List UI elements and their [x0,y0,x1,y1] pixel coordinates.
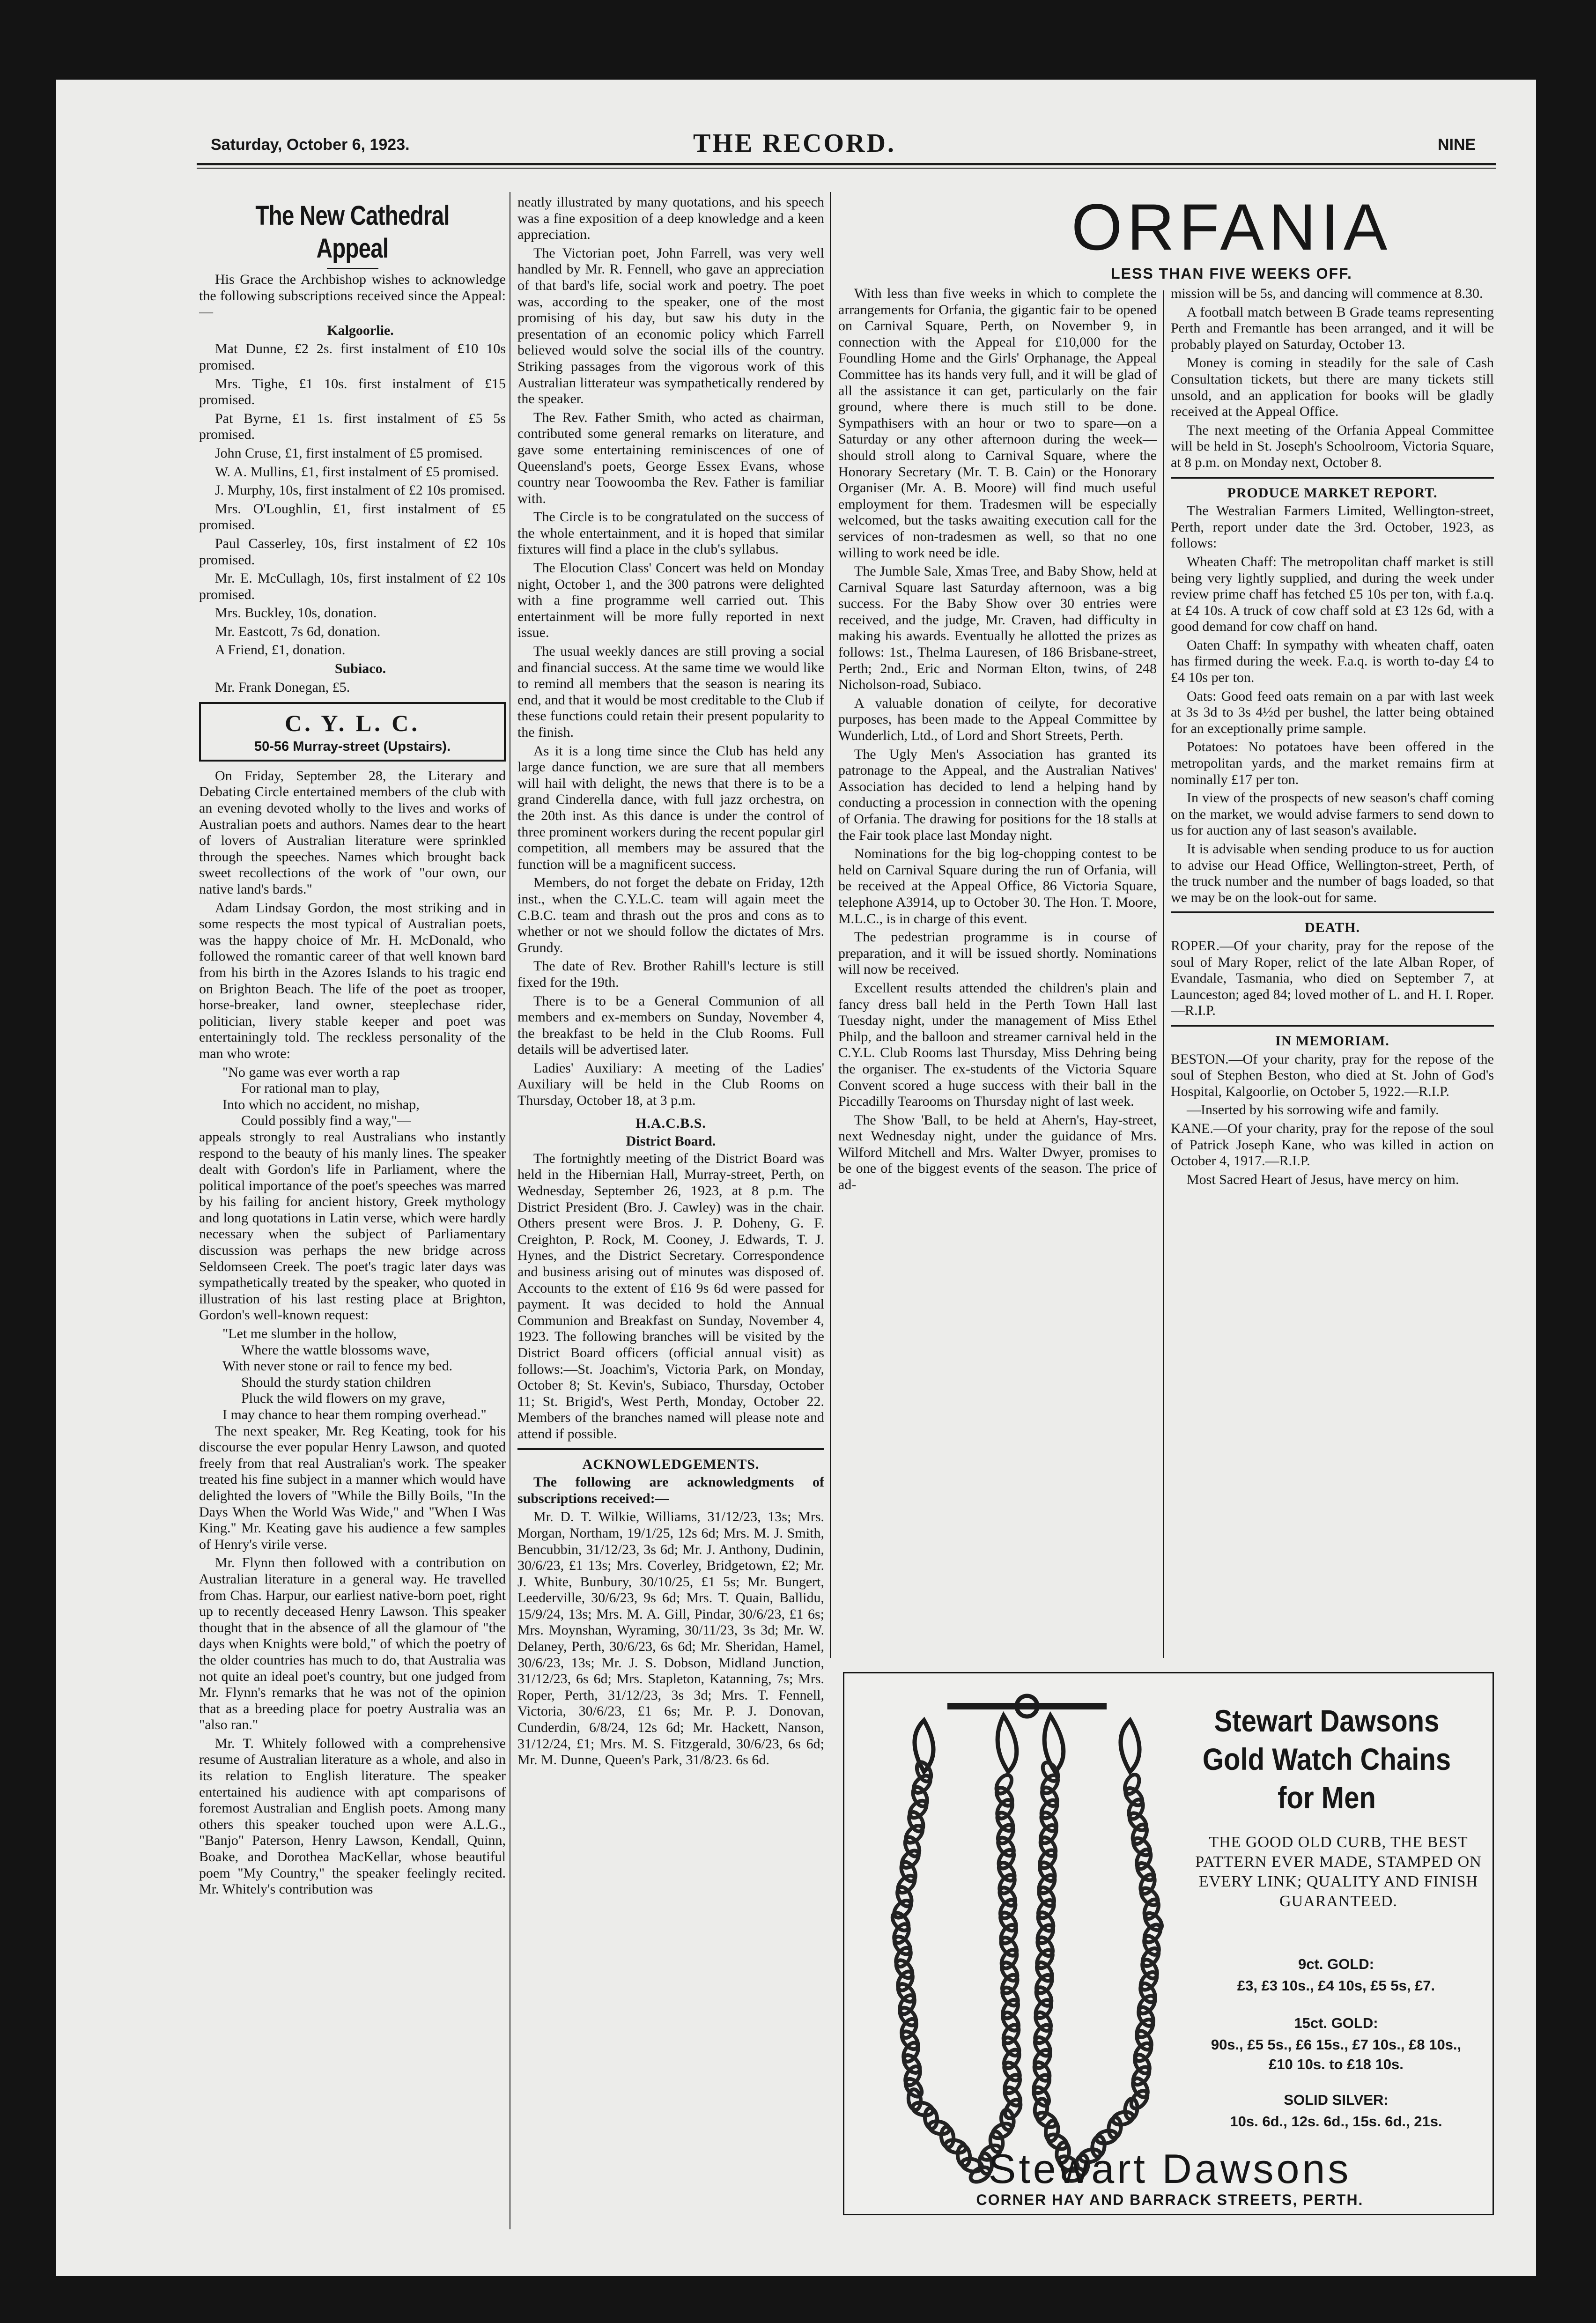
section-divider [1171,911,1494,913]
hacbs-body: The fortnightly meeting of the District Board was held in the Hibernian Hall, Murray-street, Perth, on Wednesday, September 26, 1923, at 8 p.m. The District President (Bro. J. Cawley) was in the chair. Others present were Bros. J. P. Doheny, G. F. Creighton, P. Rock, M. Cooney, J. Edwards, T. J. Hynes, and the District Secretary. Correspondence and business arising out of minutes was disposed of. Accounts to the extent of £16 9s 6d were passed for payment. It was decided to hold the Annual Communion and Breakfast on Sunday, November 4, 1923. The following branches will be visited by the District Board officers (official annual visit) as follows:—St. Joachim's, Victoria Park, on Monday, October 8; St. Kevin's, Subiaco, Thursday, October 11; St. Brigid's, West Perth, Monday, October 22. Members of the branches named will please note and attend if possible. [517,1150,824,1442]
subscription-entry: Mr. E. McCullagh, 10s, first instalment of £2 10s promised. [199,570,506,602]
article-paragraph: The Rev. Father Smith, who acted as chairman, contributed some general remarks on literature, and gave some entertaining reminiscences of one of Queensland's poets, George Essex Evans, whose country near Toowoomba the Rev. Father is familiar with. [517,409,824,506]
article-paragraph: The Circle is to be congratulated on the success of the whole entertainment, and it is hoped that similar fixtures will find a place in the club's syllabus. [517,509,824,557]
produce-paragraph: Potatoes: No potatoes have been offered in the metropolitan yards, and the market remains firm at nominally £17 per ton. [1171,739,1494,787]
orfania-paragraph: A valuable donation of ceilyte, for decorative purposes, has been made to the Appeal Committee by Wunderlich, Ltd., of Lord and Short Streets, Perth. [838,695,1157,744]
chain-link [940,2126,955,2148]
article-paragraph: The date of Rev. Brother Rahill's lecture is still fixed for the 19th. [517,958,824,990]
subscription-entry: Mrs. O'Loughlin, £1, first instalment of £5 promised. [199,501,506,533]
page-header [56,80,1536,187]
produce-heading: PRODUCE MARKET REPORT. [1227,485,1438,501]
produce-paragraph: In view of the prospects of new season's chaff coming on the market, we would advise farmers to send down to us for auction any of last season's available. [1171,790,1494,838]
orfania-paragraph: Money is coming in steadily for the sale of Cash Consultation tickets, but there are many tickets still unsold, and an application for books will be gladly received at the Appeal Office. [1171,355,1494,420]
ad-headline-line: Stewart Dawsons [1214,1703,1440,1738]
subiaco-heading: Subiaco. [334,661,386,677]
article-paragraph: neatly illustrated by many quotations, and his speech was a fine exposition of a deep knowledge and a keen appreciation. [517,194,824,243]
orfania-paragraph: The Show 'Ball, to be held at Ahern's, Hay-street, next Wednesday night, under the guidance of Mrs. Wilford Mitchell and Mrs. Walter Dwyer, promises to be one of the biggest events of the season. The price of ad- [838,1112,1157,1193]
poem-line: For rational man to play, [241,1080,380,1096]
subscription-entry: Mrs. Buckley, 10s, donation. [215,605,377,621]
chain-link [1000,2109,1015,2131]
page-number: NINE [1438,136,1476,154]
memoriam-notice: Most Sacred Heart of Jesus, have mercy on him. [1187,1171,1459,1187]
section-divider [517,1448,824,1450]
death-heading: DEATH. [1305,920,1360,936]
article-paragraph: On Friday, September 28, the Literary and Debating Circle entertained members of the club with an evening devoted wholly to the lives and works of Australian poets and authors. Names dear to the heart of lovers of Australian literature were sprinkled through the speeches. Names which brought back sweet recollections of the work of "our own, our native land's bards." [199,768,506,897]
orfania-paragraph: With less than five weeks in which to complete the arrangements for Orfania, the gigantic fair to be opened on Carnival Square, Perth, on November 9, in connection with the Appeal for £10,000 for the Foundling Home and the Girls' Orphanage, the Appeal Committee has its hands very full, and it will be glad of all the assistance it can get, particularly on the fair ground, where there is much still to be done. Sympathisers with an hour or two to spare—on a Saturday or any other afternoon during the week—should stroll along to Carnival Square, where the Honorary Secretary (Mr. T. B. Cain) or the Honorary Organiser (Mr. A. B. Moore) will find much useful employment for them. Tradesmen will be especially welcomed, but the tasks awaiting execution call for the services of non-tradesmen as well, so that no one willing to work need be idle. [838,286,1157,561]
orfania-subtitle: LESS THAN FIVE WEEKS OFF. [1111,265,1352,282]
subscription-entry: Mrs. Tighe, £1 10s. first instalment of £15 promised. [199,376,506,408]
section-divider [1171,477,1494,479]
ad-headline-line: for Men [1278,1780,1376,1815]
poem-quote [199,1065,506,1129]
column-2 [517,194,824,2232]
article-paragraph: Adam Lindsay Gordon, the most striking and in some respects the most typical of Australian poets, was the happy choice of Mr. H. McDonald, who followed the romantic career of that well known bard from his birth in the Azores Islands to his tragic end on Brighton Beach. The life of the poet as trooper, horse-breaker, land owner, steeplechase rider, politician, livery stable keeper and poet was entertainingly told. The reckless personality of the man who wrote: [199,900,506,1061]
gold15-label: 15ct. GOLD: [1294,2015,1378,2031]
orfania-paragraph: The pedestrian programme is in course of preparation, and it will be issued shortly. Nominations will now be received. [838,929,1157,977]
article-paragraph: As it is a long time since the Club has held any large dance function, we are sure that all members will hail with delight, the news that there is to be a grand Cinderella dance, with full jazz orchestra, on the 20th inst. As this dance is under the control of three prominent workers during the recent popular girl competition, all members may be assured that the function will be a magnificent success. [517,743,824,872]
column-divider [1163,290,1164,1658]
produce-paragraph: Oaten Chaff: In sympathy with wheaten chaff, oaten has firmed during the week. F.a.q. is worth to-day £4 to £4 10s per ton. [1171,637,1494,686]
ad-headline [1187,1702,1467,1817]
subscription-entry: A Friend, £1, donation. [215,642,346,658]
chain-link [924,2108,938,2130]
orfania-paragraph: Nominations for the big log-chopping contest to be held on Carnival Square during the run of Orfania, will be received at the Appeal Office, 86 Victoria Square, telephone A3914, up to October 30. The Hon. T. Moore, M.L.C., is in charge of this event. [838,846,1157,926]
subscription-entry: Mat Dunne, £2 2s. first instalment of £10 10s promised. [199,341,506,373]
silver-prices: 10s. 6d., 12s. 6d., 15s. 6d., 21s. [1230,2113,1442,2130]
article-paragraph: The next speaker, Mr. Reg Keating, took for his discourse the ever popular Henry Lawson, and quoted freely from that real Australian's work. The speaker treated his fine subject in a manner which would have delighted the lovers of "While the Billy Boils, "In the Days When the World Was Wide," and "When I Was King." Mr. Keating gave his audience a few samples of Henry's virile verse. [199,1423,506,1552]
cylc-address: 50-56 Murray-street (Upstairs). [254,739,451,755]
masthead-title: THE RECORD. [693,129,896,158]
chain-link [993,1772,1015,1796]
article-paragraph: The Victorian poet, John Farrell, was very well handled by Mr. R. Fennell, who gave an appreciation of that bard's life, social work and poetry. The poet was, according to the speaker, one of the most promising of his day, but saw his duty in the presentation of an economic policy which Farrell believed would solve the social ills of the country. Striking passages from the vigorous work of this Australian litterateur was sympathetically rendered by the speaker. [517,245,824,407]
subscription-entry: Mr. Frank Donegan, £5. [215,679,350,695]
subscription-entry: John Cruse, £1, first instalment of £5 promised. [215,445,483,461]
article-paragraph: Members, do not forget the debate on Friday, 12th inst., when the C.Y.L.C. team will again meet the C.B.C. team and thrash out the pros and cons as to whether or not we should follow the dictates of Mrs. Grundy. [517,875,824,955]
subscription-entry: Pat Byrne, £1 1s. first instalment of £5 5s promised. [199,410,506,443]
column-1 [199,197,506,2234]
ad-brand-name: Stewart Dawsons [988,2145,1352,2192]
memoriam-notice: —Inserted by his sorrowing wife and family. [1187,1102,1439,1118]
headline-rule [327,268,378,269]
orfania-paragraph: mission will be 5s, and dancing will commence at 8.30. [1171,286,1483,301]
subscription-entry: J. Murphy, 10s, first instalment of £2 10s promised. [215,482,505,498]
stewart-dawsons-advertisement [843,1672,1494,2215]
poem-line: I may chance to hear them romping overhead." [222,1407,487,1422]
chain-link [908,2089,922,2111]
poem-quote [199,1326,506,1423]
gold9-label: 9ct. GOLD: [1298,1956,1374,1972]
subscription-entry: W. A. Mullins, £1, first instalment of £5 promised. [215,464,499,480]
column-3 [838,286,1157,1667]
column-divider [830,192,831,1658]
column-4 [1171,286,1494,1667]
cylc-title: C. Y. L. C. [285,710,420,737]
cathedral-headline: The New Cathedral Appeal [255,200,450,264]
poem-line: Could possibly find a way,"— [241,1113,411,1129]
ad-headline-line: Gold Watch Chains [1202,1742,1451,1776]
watch-chain-illustration [872,1687,1182,2203]
memoriam-notice: KANE.—Of your charity, pray for the repose of the soul of Patrick Joseph Kane, who was killed in action on October 4, 1917.—R.I.P. [1171,1120,1494,1169]
header-rule-thick [197,163,1496,165]
poem-line: Into which no accident, no mishap, [222,1096,420,1112]
death-notice: ROPER.—Of your charity, pray for the repose of the soul of Mary Roper, relict of the late Alban Roper, of Evandale, Tasmania, who died on September 7, at Launceston; aged 84; loved mother of L. and H. I. Roper.—R.I.P. [1171,938,1494,1019]
produce-paragraph: Wheaten Chaff: The metropolitan chaff market is still being very lightly supplied, and during the week under review prime chaff has fetched £5 10s per ton, with f.a.q. at £4 10s. A truck of cow chaff sold at £3 12s 6d, with a good demand for cow chaff on hand. [1171,554,1494,635]
hacbs-heading: H.A.C.B.S. [635,1115,706,1131]
orfania-paragraph: A football match between B Grade teams representing Perth and Fremantle has been arranged, and it will be probably played on Saturday, October 13. [1171,304,1494,352]
produce-paragraph: It is advisable when sending produce to us for auction to advise our Head Office, Wellington-street, Perth, of the truck number and the number of bags loaded, so that we may be on the look-out for same. [1171,841,1494,905]
orfania-paragraph: Excellent results attended the children's plain and fancy dress ball held in the Perth Town Hall last Tuesday night, under the management of Miss Ethel Philp, and the balloon and streamer carnival held in the C.Y.L. Club Rooms last Thursday, Miss Dehring being the organiser. The ex-students of the Victoria Square Convent scored a huge success with their ball in the Piccadilly Tearooms on Thursday night of last week. [838,980,1157,1110]
subscription-entry: Paul Casserley, 10s, first instalment of £2 10s promised. [199,535,506,568]
subscription-entry: Mr. Eastcott, 7s 6d, donation. [215,623,381,639]
cathedral-intro: His Grace the Archbishop wishes to acknowledge the following subscriptions received since the Appeal:— [199,272,506,320]
acknowledgements-body: Mr. D. T. Wilkie, Williams, 31/12/23, 13s; Mrs. Morgan, Northam, 19/1/25, 12s 6d; Mrs. M. J. Smith, Bencubbin, 31/12/23, 3s 6d; Mr. J. Anthony, Dudinin, 30/6/23, £1 13s; Mrs. Coverley, Bridgetown, £2; Mr. J. White, Bunbury, 30/10/25, £1 5s; Mr. Bungert, Leederville, 30/6/23, 9s 6d; Mrs. T. Quain, Ballidu, 15/9/24, 13s; Mrs. M. A. Gill, Pindar, 30/6/23, £1 6s; Mrs. Moynshan, Wyraming, 30/11/23, 3s 3d; Mr. W. Delaney, Perth, 30/6/23, 6s 6d; Mr. Sheridan, Hamel, 30/6/23, 13s; Mr. J. S. Dobson, Midland Junction, 31/12/23, 6s 6d; Mrs. Stapleton, Katanning, 7s; Mrs. Roper, Perth, 31/12/23, 3s 3d; Mrs. T. Fennell, Victoria, 30/6/23, £1 6s; Mr. P. J. Donovan, Cunderdin, 6/8/24, 12s 6d; Mr. Hackett, Nanson, 31/12/24, £1; Mrs. M. S. Fitzgerald, 30/6/23, 6s 6d; Mr. M. Dunne, Queen's Park, 31/8/23. 6s 6d. [517,1509,824,1768]
article-paragraph: Mr. Flynn then followed with a contribution on Australian literature in a general way. He travelled from Chas. Harpur, our earliest native-born poet, right up to recently deceased Henry Lawson. This speaker thought that in the absence of all the glamour of "the days when Knights were bold," of which the poetry of the older countries has much to do, that Australia was not quite an ideal poet's country, but one judged from Mr. Flynn's remarks that he was not of the opinion that as a breeding place for poetry Australia was an "also ran." [199,1555,506,1733]
gold15-prices: 90s., £5 5s., £6 15s., £7 10s., £8 10s., [1211,2036,1462,2053]
kalgoorlie-heading: Kalgoorlie. [327,322,394,338]
article-paragraph: appeals strongly to real Australians who instantly respond to the beauty of his manly lines. The speaker dealt with Gordon's life in Parliament, where the political importance of the poet's speeches was marred by his failing for ancient history, Greek mythology and long quotations in Latin verse, which were hardly necessary when the subject of Parliamentary discussion was perhaps the new bridge across Seldomseen Creek. The poet's tragic later days was sympathetically treated by the speaker, who quoted in illustration of his last resting place at Brighton, Gordon's well-known request: [199,1129,506,1323]
gold15-prices: £10 10s. to £18 10s. [1269,2056,1404,2072]
orfania-paragraph: The Ugly Men's Association has granted its patronage to the Appeal, and the Australian Natives' Association has decided to lend a helping hand by conducting a procession in connection with the opening of Orfania. The drawing for positions for the 18 stalls at the Fair took place last Monday night. [838,746,1157,843]
memoriam-notice: BESTON.—Of your charity, pray for the repose of the soul of Stephen Beston, who died at St. John of God's Hospital, Kalgoorlie, on October 5, 1922.—R.I.P. [1171,1051,1494,1099]
orfania-paragraph: The next meeting of the Orfania Appeal Committee will be held in St. Joseph's Schoolroom, Victoria Square, at 8 p.m. on Monday next, October 8. [1171,422,1494,470]
ad-description: THE GOOD OLD CURB, THE BEST PATTERN EVER MADE, STAMPED ON EVERY LINK; QUALITY AND FINISH GUARANTEED. [1195,1834,1482,1910]
article-paragraph: There is to be a General Communion of all members and ex-members on Sunday, November 4, the breakfast to be held in the Club Rooms. Full details will be advertised later. [517,993,824,1058]
hacbs-subheading: District Board. [626,1133,716,1149]
poem-line: With never stone or rail to fence my bed. [222,1358,453,1374]
gold9-prices: £3, £3 10s., £4 10s, £5 5s, £7. [1237,1977,1435,1994]
cylc-box [199,702,506,762]
poem-line: Where the wattle blossoms wave, [241,1342,430,1358]
poem-line: "Let me slumber in the hollow, [222,1326,397,1342]
poem-line: "No game was ever worth a rap [222,1064,400,1080]
silver-label: SOLID SILVER: [1284,2092,1389,2108]
section-divider [1171,1025,1494,1027]
header-rule-thin [197,168,1496,169]
acknowledgements-intro: The following are acknowledgments of subscriptions received:— [517,1474,824,1506]
chain-link [1108,2117,1122,2139]
produce-paragraph: Oats: Good feed oats remain on a par with last week at 3s 3d to 3s 4½d per bushel, the latter being obtained for an exceptionally prime sample. [1171,688,1494,736]
orfania-title: ORFANIA [1071,190,1392,264]
ad-address: CORNER HAY AND BARRACK STREETS, PERTH. [976,2191,1364,2208]
memoriam-heading: IN MEMORIAM. [1275,1033,1389,1049]
poem-line: Should the sturdy station children [241,1374,431,1390]
newspaper-page [56,80,1536,2276]
produce-paragraph: The Westralian Farmers Limited, Wellington-street, Perth, report under date the 3rd. October, 1923, as follows: [1171,503,1494,551]
poem-line: Pluck the wild flowers on my grave, [241,1391,445,1406]
article-paragraph: The Elocution Class' Concert was held on Monday night, October 1, and the 300 patrons were delighted with a fine programme well carried out. This entertainment will be more fully reported in next issue. [517,560,824,641]
article-paragraph: Mr. T. Whitely followed with a comprehensive resume of Australian literature as a whole, and also in its relation to English literature. The speaker entertained his audience with apt comparisons of foremost Australian and English poets. Among many others this speaker touched upon were A.L.G., "Banjo" Paterson, Henry Lawson, Kendall, Quinn, Boake, and Dorothea MacKellar, whose beautiful poem "My Country," the speaker feelingly recited. Mr. Whitely's contribution was [199,1735,506,1897]
orfania-paragraph: The Jumble Sale, Xmas Tree, and Baby Show, held at Carnival Square last Saturday afternoon, was a big success. For the Baby Show over 30 entries were received, and the judge, Mr. Craven, had difficulty in making his awards. Eventually he allotted the prizes as follows: 1st., Thelma Lauresen, of 186 Brisbane-street, Perth; 2nd., Eric and Norman Elton, twins, of 248 Nicholson-road, Subiaco. [838,563,1157,693]
acknowledgements-heading: ACKNOWLEDGEMENTS. [582,1456,760,1472]
article-paragraph: Ladies' Auxiliary: A meeting of the Ladies' Auxiliary will be held in the Club Rooms on Thursday, October 18, at 3 p.m. [517,1060,824,1109]
article-paragraph: The usual weekly dances are still proving a social and financial success. At the same time we would like to remind all members that the season is nearing its end, and that it would be most creditable to the Club if these functions could retain their present popularity to the finish. [517,644,824,740]
issue-date: Saturday, October 6, 1923. [211,136,410,154]
